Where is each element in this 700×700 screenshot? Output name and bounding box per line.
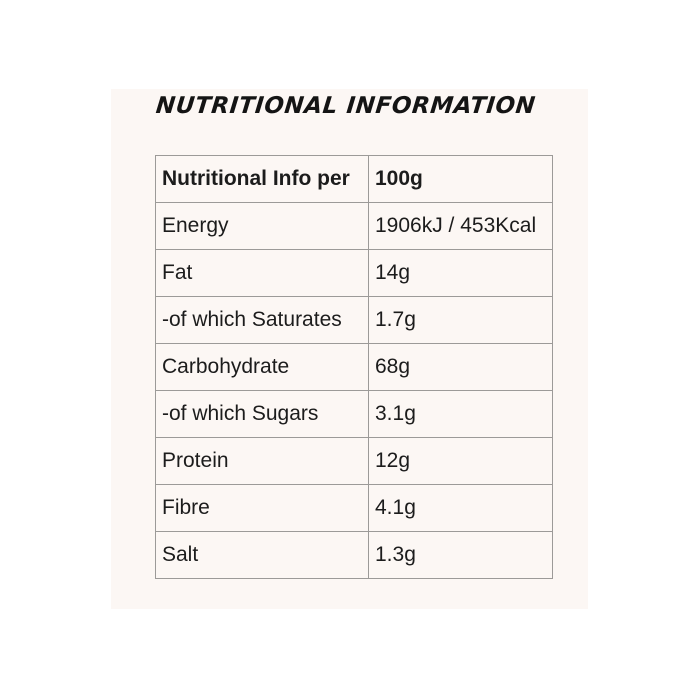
table-row xyxy=(156,250,553,297)
nutrient-label: Energy xyxy=(156,203,369,250)
nutrient-label: Fat xyxy=(156,250,369,297)
table-row xyxy=(156,485,553,532)
table-row xyxy=(156,438,553,485)
nutrient-value: 1.3g xyxy=(369,532,553,579)
nutrient-value: 1906kJ / 453Kcal xyxy=(369,203,553,250)
section-heading: NUTRITIONAL INFORMATION xyxy=(154,93,537,119)
nutrient-label: Protein xyxy=(156,438,369,485)
nutrient-label: Carbohydrate xyxy=(156,344,369,391)
table-row xyxy=(156,203,553,250)
nutrition-table xyxy=(155,155,553,579)
nutrient-label: Fibre xyxy=(156,485,369,532)
header-label-cell: Nutritional Info per xyxy=(156,156,369,203)
nutrient-label: -of which Sugars xyxy=(156,391,369,438)
header-value-cell: 100g xyxy=(369,156,553,203)
table-header-row xyxy=(156,156,553,203)
nutrient-value: 1.7g xyxy=(369,297,553,344)
table-row xyxy=(156,391,553,438)
table-row xyxy=(156,297,553,344)
nutrition-panel xyxy=(111,89,588,609)
table-row xyxy=(156,344,553,391)
nutrient-value: 14g xyxy=(369,250,553,297)
nutrient-value: 12g xyxy=(369,438,553,485)
nutrient-value: 68g xyxy=(369,344,553,391)
table-row xyxy=(156,532,553,579)
nutrient-value: 4.1g xyxy=(369,485,553,532)
nutrient-label: Salt xyxy=(156,532,369,579)
nutrient-label: -of which Saturates xyxy=(156,297,369,344)
nutrient-value: 3.1g xyxy=(369,391,553,438)
